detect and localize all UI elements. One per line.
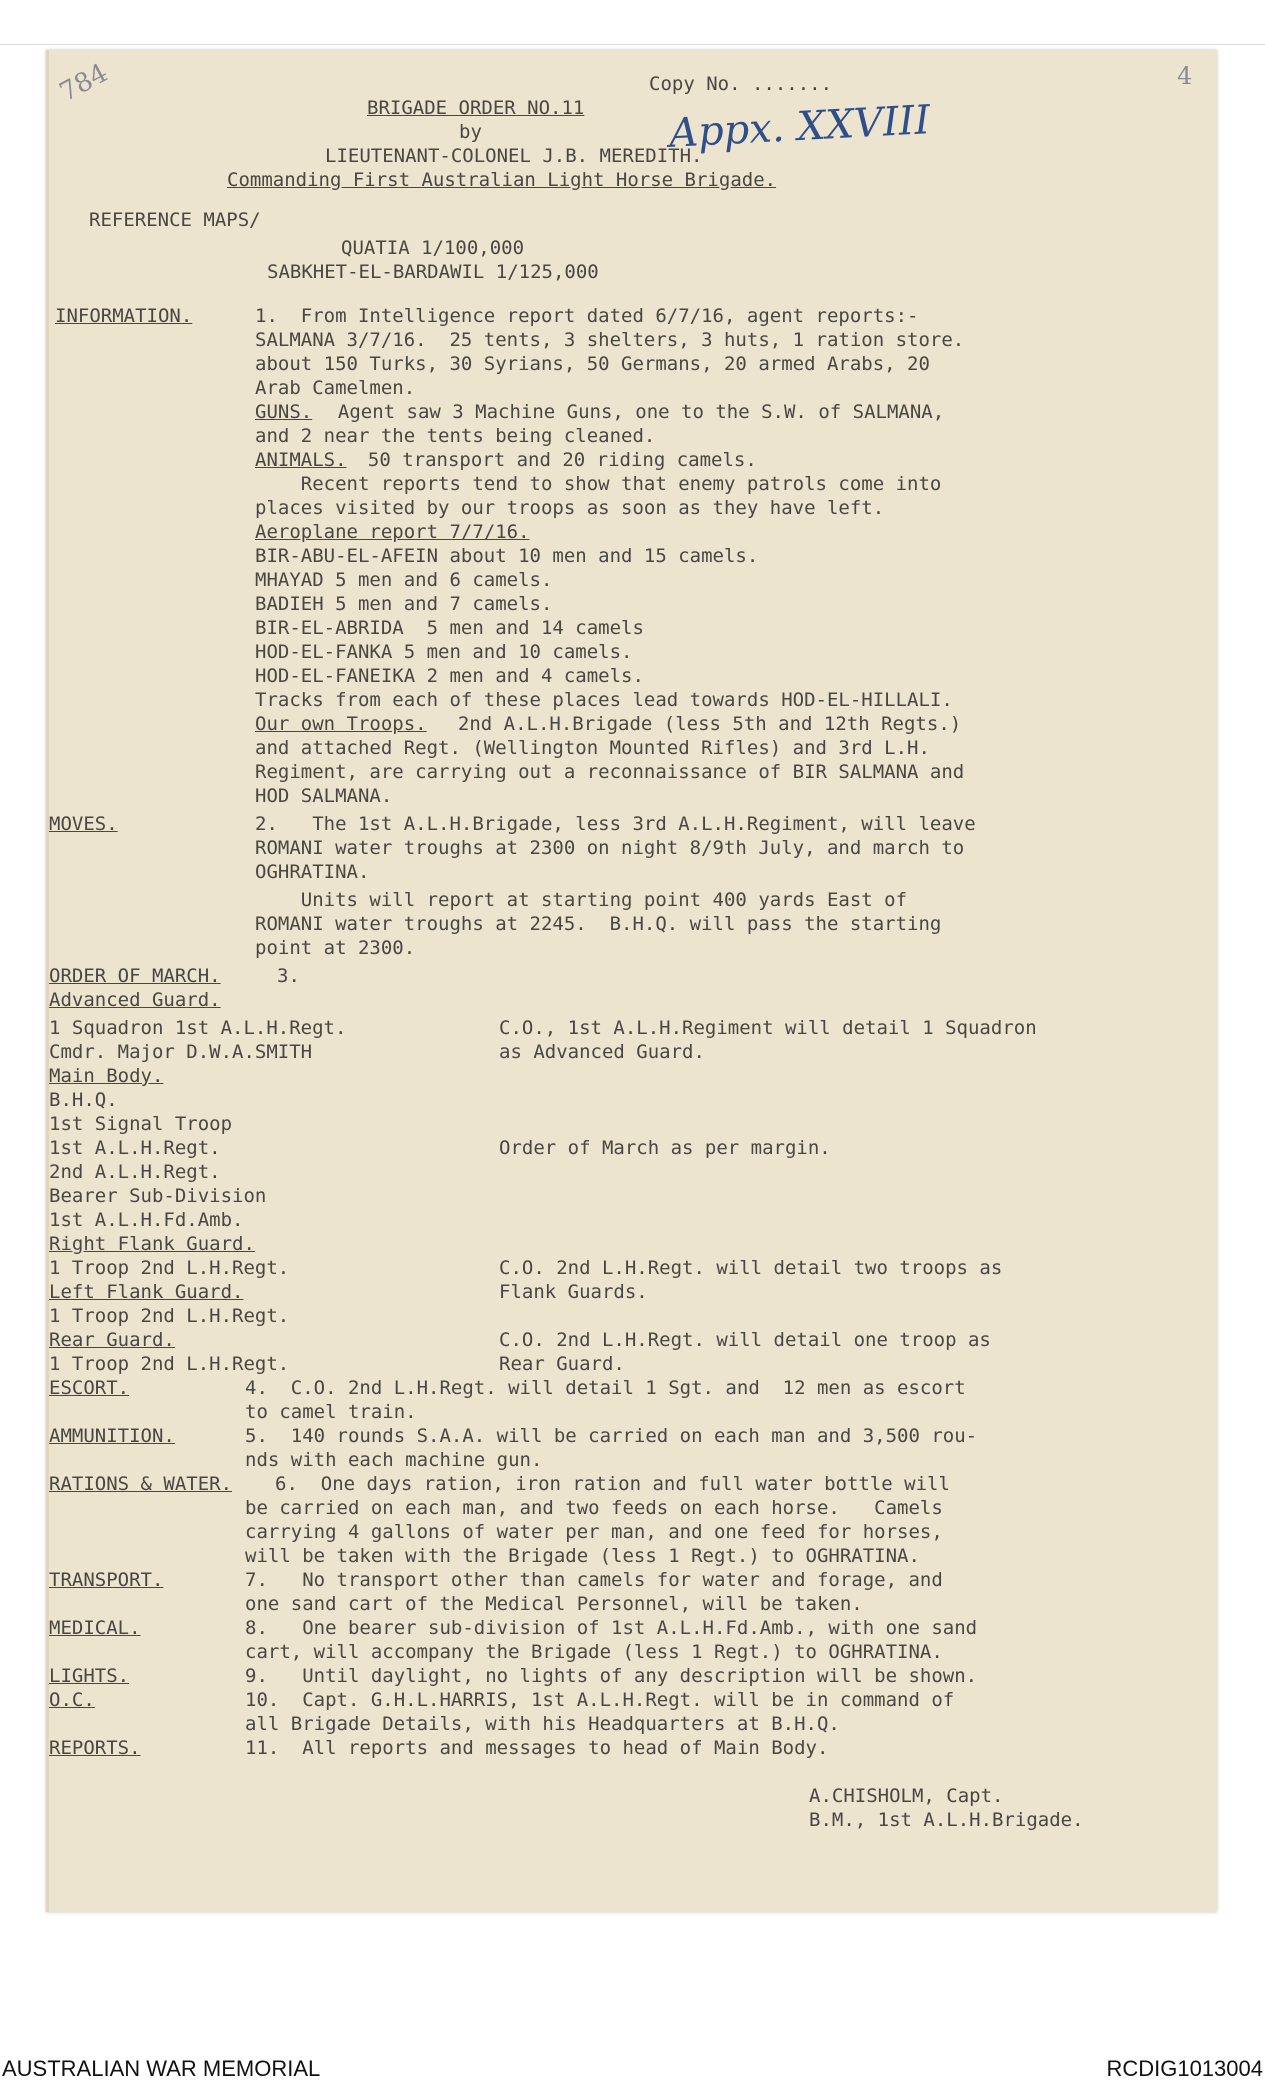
- signature-name: A.CHISHOLM, Capt.: [809, 1785, 1004, 1807]
- appendix-handwritten: Appx. XXVIII: [667, 97, 932, 157]
- march-item: 1st A.L.H.Regt.: [49, 1137, 221, 1159]
- order-title: BRIGADE ORDER NO.11: [367, 97, 585, 119]
- body-line: and attached Regt. (Wellington Mounted Rifles) and 3rd L.H.: [255, 737, 930, 759]
- body-line: be carried on each man, and two feeds on each horse. Camels: [245, 1497, 943, 1519]
- page-number: 4: [1177, 62, 1193, 90]
- body-line: 9. Until daylight, no lights of any description will be shown.: [245, 1665, 978, 1687]
- body-line: Agent saw 3 Machine Guns, one to the S.W. of SALMANA,: [315, 401, 945, 423]
- body-line: will be taken with the Brigade (less 1 Regt.) to OGHRATINA.: [245, 1545, 920, 1567]
- march-note: Order of March as per margin.: [499, 1137, 831, 1159]
- march-note: as Advanced Guard.: [499, 1041, 705, 1063]
- body-line: 7. No transport other than camels for water and forage, and: [245, 1569, 943, 1591]
- body-line: 8. One bearer sub-division of 1st A.L.H.Fd.Amb., with one sand: [245, 1617, 978, 1639]
- footer-source: AUSTRALIAN WAR MEMORIAL: [2, 2056, 321, 2081]
- body-line: HOD-EL-FANKA 5 men and 10 camels.: [255, 641, 633, 663]
- march-item: Bearer Sub-Division: [49, 1185, 267, 1207]
- margin-escort: ESCORT.: [49, 1377, 130, 1399]
- march-item: Main Body.: [49, 1065, 164, 1087]
- order-command: Commanding First Australian Light Horse Brigade.: [227, 169, 777, 191]
- body-line: cart, will accompany the Brigade (less 1 Regt.) to OGHRATINA.: [245, 1641, 943, 1663]
- body-line: 5. 140 rounds S.A.A. will be carried on each man and 3,500 rou-: [245, 1425, 978, 1447]
- march-note: C.O., 1st A.L.H.Regiment will detail 1 Squadron: [499, 1017, 1037, 1039]
- body-line: 11. All reports and messages to head of Main Body.: [245, 1737, 829, 1759]
- march-item: Rear Guard.: [49, 1329, 175, 1351]
- march-item: Left Flank Guard.: [49, 1281, 244, 1303]
- body-line: and 2 near the tents being cleaned.: [255, 425, 656, 447]
- reference-map-2: SABKHET-EL-BARDAWIL 1/125,000: [267, 261, 599, 283]
- body-line: Regiment, are carrying out a reconnaissance of BIR SALMANA and: [255, 761, 965, 783]
- body-line: BIR-EL-ABRIDA 5 men and 14 camels: [255, 617, 644, 639]
- march-item: Right Flank Guard.: [49, 1233, 255, 1255]
- margin-lights: LIGHTS.: [49, 1665, 130, 1687]
- march-note: Flank Guards.: [499, 1281, 648, 1303]
- body-heading-guns: GUNS.: [255, 401, 313, 423]
- march-item: 1 Troop 2nd L.H.Regt.: [49, 1353, 290, 1375]
- body-line: places visited by our troops as soon as they have left.: [255, 497, 885, 519]
- top-divider: [0, 44, 1265, 45]
- body-line: one sand cart of the Medical Personnel, will be taken.: [245, 1593, 863, 1615]
- body-line: 1. From Intelligence report dated 6/7/16, agent reports:-: [255, 305, 919, 327]
- margin-transport: TRANSPORT.: [49, 1569, 164, 1591]
- march-item: 2nd A.L.H.Regt.: [49, 1161, 221, 1183]
- march-item: B.H.Q.: [49, 1089, 118, 1111]
- body-line: 50 transport and 20 riding camels.: [345, 449, 757, 471]
- march-item: 1 Troop 2nd L.H.Regt.: [49, 1257, 290, 1279]
- body-line: nds with each machine gun.: [245, 1449, 543, 1471]
- margin-reports: REPORTS.: [49, 1737, 141, 1759]
- body-line: OGHRATINA.: [255, 861, 370, 883]
- march-item: 1st Signal Troop: [49, 1113, 233, 1135]
- body-line: Tracks from each of these places lead towards HOD-EL-HILLALI.: [255, 689, 953, 711]
- signature-title: B.M., 1st A.L.H.Brigade.: [809, 1809, 1084, 1831]
- copy-number: Copy No. .......: [649, 73, 833, 95]
- order-author: LIEUTENANT-COLONEL J.B. MEREDITH.: [325, 145, 703, 167]
- margin-information: INFORMATION.: [55, 305, 193, 327]
- body-line: 6. One days ration, iron ration and full water bottle will: [275, 1473, 950, 1495]
- body-line: ROMANI water troughs at 2245. B.H.Q. will pass the starting: [255, 913, 942, 935]
- body-line: carrying 4 gallons of water per man, and one feed for horses,: [245, 1521, 943, 1543]
- march-item: 1 Troop 2nd L.H.Regt.: [49, 1305, 290, 1327]
- body-line: all Brigade Details, with his Headquarters at B.H.Q.: [245, 1713, 840, 1735]
- body-line: 3.: [277, 965, 300, 987]
- margin-oc: O.C.: [49, 1689, 95, 1711]
- march-item: 1st A.L.H.Fd.Amb.: [49, 1209, 244, 1231]
- march-note: Rear Guard.: [499, 1353, 625, 1375]
- body-line: 2. The 1st A.L.H.Brigade, less 3rd A.L.H.Regiment, will leave: [255, 813, 976, 835]
- body-line: ROMANI water troughs at 2300 on night 8/9th July, and march to: [255, 837, 965, 859]
- march-item: 1 Squadron 1st A.L.H.Regt.: [49, 1017, 347, 1039]
- margin-rations-water: RATIONS & WATER.: [49, 1473, 233, 1495]
- order-by: by: [459, 121, 482, 143]
- body-line: SALMANA 3/7/16. 25 tents, 3 shelters, 3 huts, 1 ration store.: [255, 329, 965, 351]
- body-line: to camel train.: [245, 1401, 417, 1423]
- margin-order-of-march: ORDER OF MARCH.: [49, 965, 221, 987]
- body-line: about 150 Turks, 30 Syrians, 50 Germans, 20 armed Arabs, 20: [255, 353, 930, 375]
- march-note: C.O. 2nd L.H.Regt. will detail two troops as: [499, 1257, 1003, 1279]
- footer-id: RCDIG1013004: [1106, 2056, 1263, 2081]
- body-line: 10. Capt. G.H.L.HARRIS, 1st A.L.H.Regt. will be in command of: [245, 1689, 955, 1711]
- march-note: C.O. 2nd L.H.Regt. will detail one troop as: [499, 1329, 991, 1351]
- reference-map-1: QUATIA 1/100,000: [341, 237, 525, 259]
- body-heading-animals: ANIMALS.: [255, 449, 347, 471]
- body-line: BADIEH 5 men and 7 camels.: [255, 593, 553, 615]
- margin-medical: MEDICAL.: [49, 1617, 141, 1639]
- march-item: Cmdr. Major D.W.A.SMITH: [49, 1041, 313, 1063]
- body-line: 2nd A.L.H.Brigade (less 5th and 12th Regts.): [435, 713, 962, 735]
- body-line: MHAYAD 5 men and 6 camels.: [255, 569, 553, 591]
- pencil-folio-number: 784: [54, 58, 113, 108]
- body-line: HOD-EL-FANEIKA 2 men and 4 camels.: [255, 665, 644, 687]
- body-line: HOD SALMANA.: [255, 785, 393, 807]
- body-line: 4. C.O. 2nd L.H.Regt. will detail 1 Sgt. and 12 men as escort: [245, 1377, 966, 1399]
- body-line: point at 2300.: [255, 937, 416, 959]
- margin-ammunition: AMMUNITION.: [49, 1425, 175, 1447]
- margin-moves: MOVES.: [49, 813, 118, 835]
- body-line: Arab Camelmen.: [255, 377, 416, 399]
- body-line: Recent reports tend to show that enemy patrols come into: [255, 473, 942, 495]
- body-heading-own-troops: Our own Troops.: [255, 713, 427, 735]
- march-item: Advanced Guard.: [49, 989, 221, 1011]
- body-heading-aeroplane: Aeroplane report 7/7/16.: [255, 521, 530, 543]
- reference-maps-label: REFERENCE MAPS/: [89, 209, 261, 231]
- body-line: Units will report at starting point 400 yards East of: [255, 889, 908, 911]
- body-line: BIR-ABU-EL-AFEIN about 10 men and 15 camels.: [255, 545, 759, 567]
- document-page: [46, 50, 1217, 1912]
